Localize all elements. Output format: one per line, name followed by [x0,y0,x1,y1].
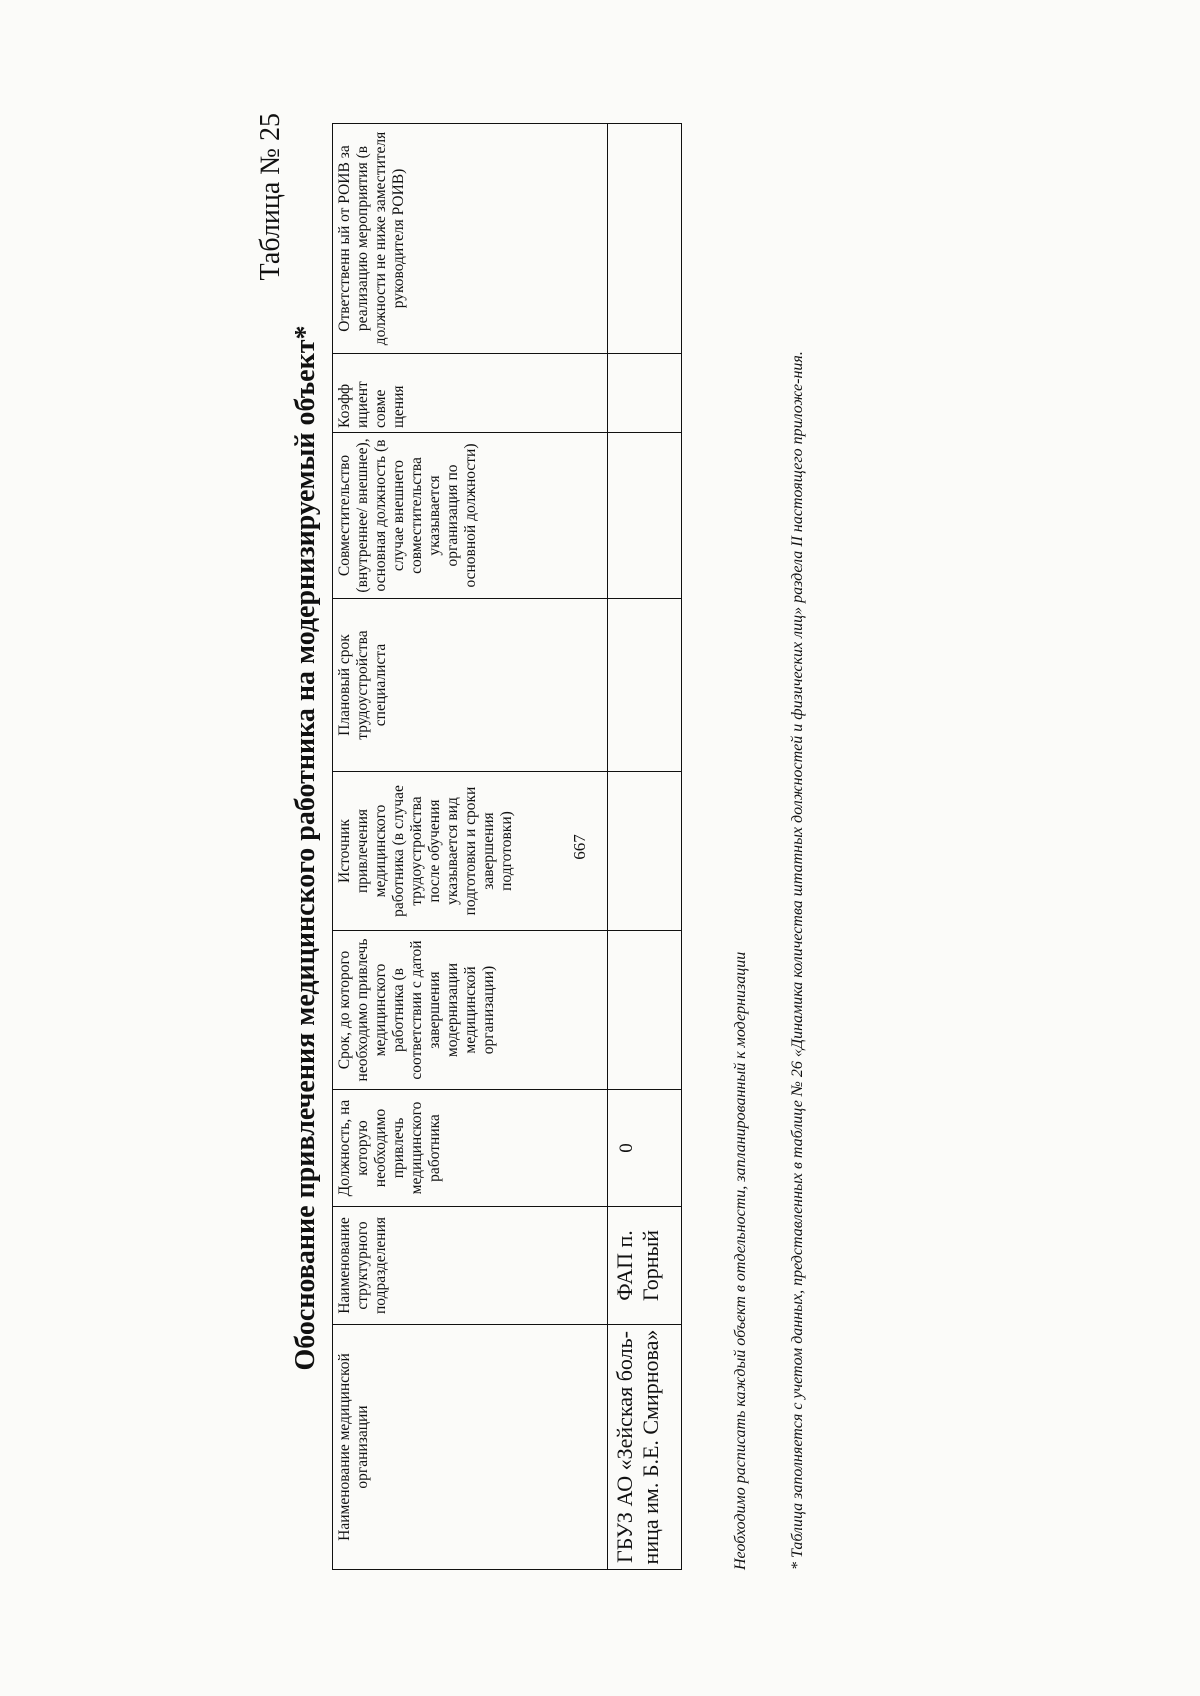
table-cell [608,599,682,772]
page-title: Обоснование привлечения медицинского работника на модернизируемый объект* [290,325,321,1371]
table-row [608,124,682,1570]
page-number: 667 [570,834,589,860]
table-cell: ФАП п. Горный [608,1207,682,1325]
header-cell: Источник привлечения медицинского работника (в случае трудоустройства после обучения указывается вид подготовки и сроки завершения подготовки) [333,772,608,931]
header-cell: Должность, на которую необходимо привлечь медицинского работника [333,1090,608,1207]
header-cell: Совместительство (внутреннее/ внешнее), основная должность (в случае внешнего совместительства указывается организация по основной должности) [333,433,608,599]
header-cell: Плановый срок трудоустройства специалиста [333,599,608,772]
table-cell: 0 [608,1090,682,1207]
header-cell: Наименование медицинской организации [333,1325,608,1570]
header-cell: Срок, до которого необходимо привлечь медицинского работника (в соответствии с датой завершения модернизации медицинской организации) [333,931,608,1090]
rotated-page-content [100,68,1100,1628]
footnote-objects: Необходимо расписать каждый объект в отдельности, запланированный к модернизации [732,951,749,1570]
table-cell [608,931,682,1090]
header-cell: Коэфф ициент совме щения [333,354,608,433]
table-header-row [333,124,608,1570]
table-cell [608,124,682,354]
justification-table [332,123,682,1570]
header-cell: Наименование структурного подразделения [333,1207,608,1325]
footnote-asterisk: * Таблица заполняется с учетом данных, представленных в таблице № 26 «Динамика количества штатных должностей и физических лиц» раздела II настоящего приложе-ния. [789,351,806,1570]
table-cell: ГБУЗ АО «Зейская боль-ница им. Б.Е. Смирнова» [608,1325,682,1570]
table-cell [608,772,682,931]
header-cell: Ответственн ый от РОИВ за реализацию мероприятия (в должности не ниже заместителя руководителя РОИВ) [333,124,608,354]
table-number: Таблица № 25 [255,113,286,281]
table-cell [608,354,682,433]
table-cell [608,433,682,599]
